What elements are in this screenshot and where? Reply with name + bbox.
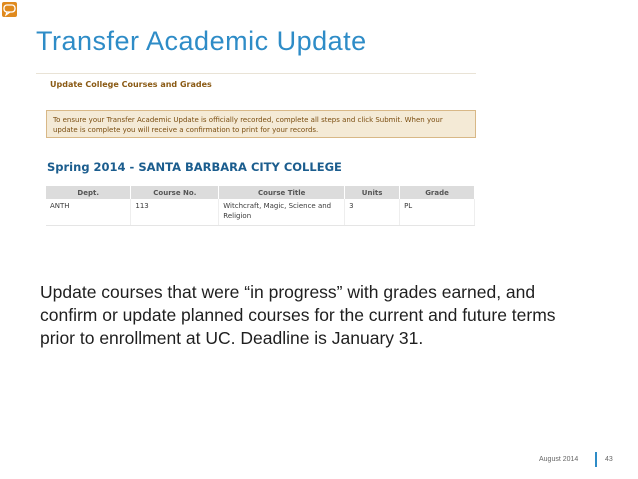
cell-grade: PL (400, 199, 475, 225)
cell-course-no: 113 (131, 199, 219, 225)
section-divider (36, 73, 476, 74)
body-text: Update courses that were “in progress” with grades earned, and confirm or update planned courses for the current and future terms prior to enrollment at UC. Deadline is January 31. (40, 282, 556, 348)
column-header-course-title: Course Title (219, 186, 345, 199)
cell-units: 3 (345, 199, 400, 225)
column-header-grade: Grade (400, 186, 475, 199)
column-header-units: Units (345, 186, 400, 199)
term-heading: Spring 2014 - SANTA BARBARA CITY COLLEGE (47, 160, 342, 174)
footer-date: August 2014 (539, 456, 579, 463)
footer-divider (595, 452, 597, 467)
table-row (46, 199, 475, 225)
column-header-dept: Dept. (46, 186, 131, 199)
slide-title: Transfer Academic Update (36, 26, 367, 56)
courses-table (46, 186, 475, 226)
notice-box: To ensure your Transfer Academic Update is officially recorded, complete all steps and click Submit. When your update is complete you will receive a confirmation to print for your records. (46, 110, 476, 138)
table-header-row (46, 186, 475, 199)
comment-icon[interactable] (2, 2, 17, 17)
section-header: Update College Courses and Grades (50, 80, 212, 89)
cell-dept: ANTH (46, 199, 131, 225)
cell-course-title: Witchcraft, Magic, Science and Religion (219, 199, 345, 225)
page-number: 43 (605, 456, 613, 463)
embedded-screenshot (36, 73, 476, 228)
column-header-course-no: Course No. (131, 186, 219, 199)
